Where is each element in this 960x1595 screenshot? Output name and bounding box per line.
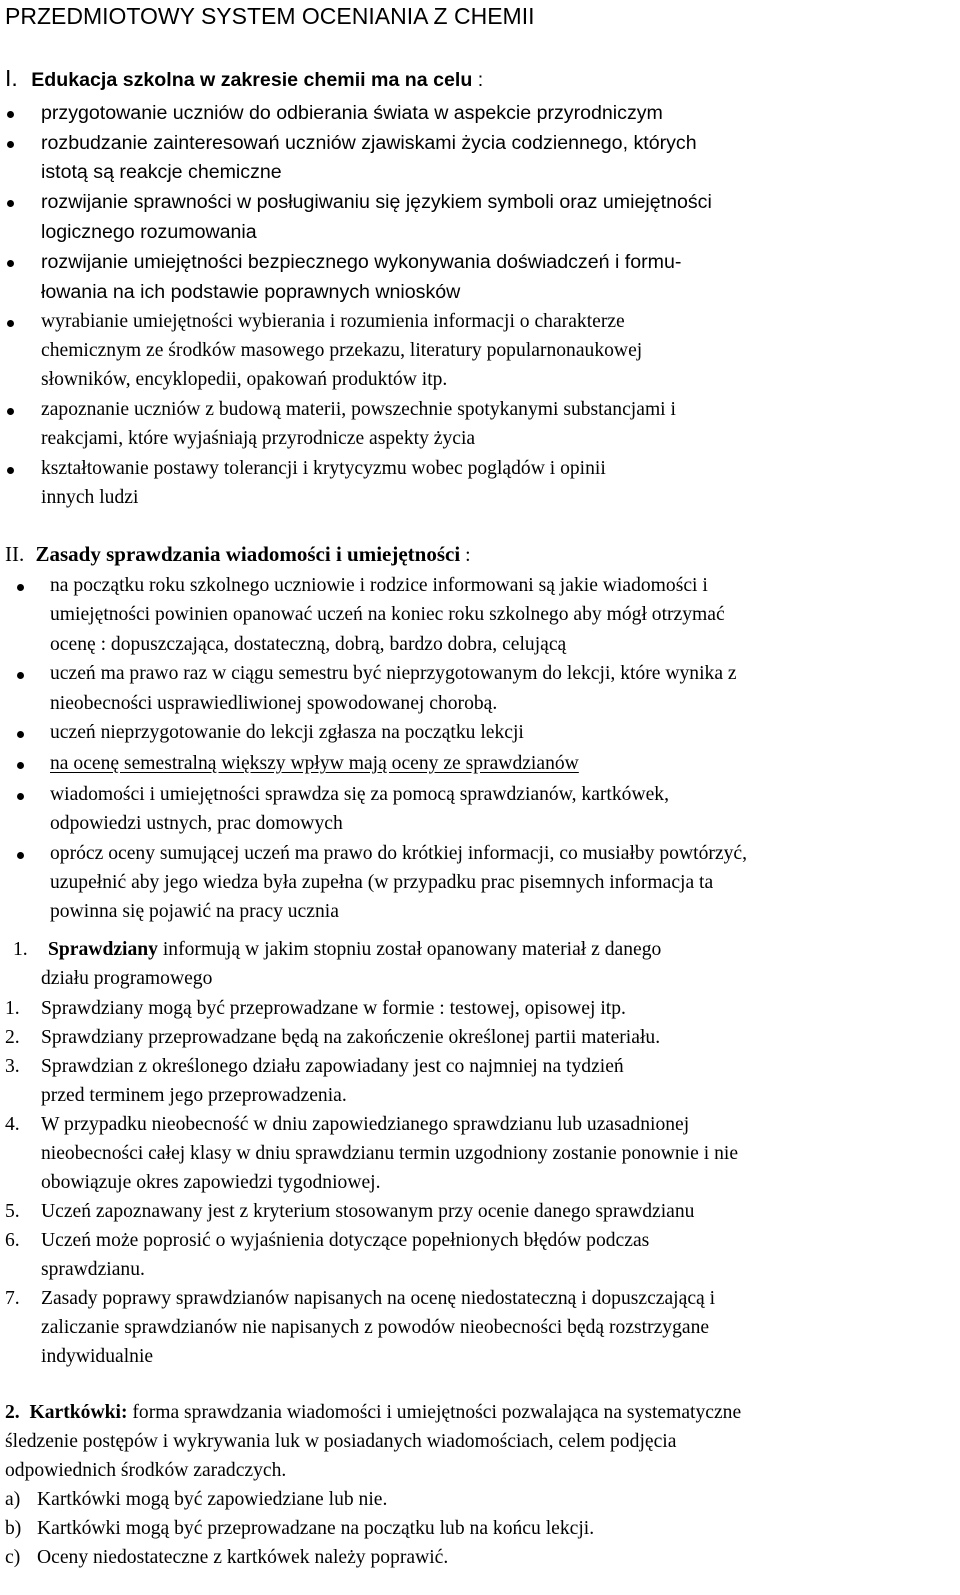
bullet-icon xyxy=(17,672,24,679)
goal-line: chemicznym ze środków masowego przekazu, literatury popularnonaukowej xyxy=(41,340,643,361)
bullet-icon xyxy=(7,320,14,327)
section-2-colon: : xyxy=(460,545,471,566)
bullet-icon xyxy=(17,762,24,769)
goal-line: istotą są reakcje chemiczne xyxy=(41,161,282,183)
sprawdziany-rule: Sprawdzian z określonego działu zapowiadany jest co najmniej na tydzień xyxy=(41,1056,624,1077)
section-1-colon: : xyxy=(472,69,484,91)
rule-line: na początku roku szkolnego uczniowie i rodzice informowani są jakie wiadomości i xyxy=(50,575,708,596)
goal-line: słowników, encyklopedii, opakowań produktów itp. xyxy=(41,369,448,390)
sprawdziany-intro-line-2: działu programowego xyxy=(41,968,213,989)
item-number: 7. xyxy=(5,1288,20,1309)
bullet-icon xyxy=(7,260,14,267)
bullet-icon xyxy=(17,584,24,591)
goal-line: przygotowanie uczniów do odbierania świata w aspekcie przyrodniczym xyxy=(41,102,663,124)
kartkowki-item-label: b) xyxy=(5,1518,22,1539)
rule-line: wiadomości i umiejętności sprawdza się za pomocą sprawdzianów, kartkówek, xyxy=(50,784,670,805)
goal-line: reakcjami, które wyjaśniają przyrodnicze aspekty życia xyxy=(41,428,476,449)
rule-line: oprócz oceny sumującej uczeń ma prawo do krótkiej informacji, co musiałby powtórzyć, xyxy=(50,843,747,864)
bullet-icon xyxy=(7,141,14,148)
rule-line: ocenę : dopuszczająca, dostateczną, dobrą, bardzo dobra, celującą xyxy=(50,634,567,655)
rule-line: odpowiedzi ustnych, prac domowych xyxy=(50,813,343,834)
sprawdziany-rule: Uczeń może poprosić o wyjaśnienia dotyczące popełnionych błędów podczas xyxy=(41,1230,650,1251)
sprawdziany-rule: obowiązuje okres zapowiedzi tygodniowej. xyxy=(41,1172,381,1193)
goal-line: kształtowanie postawy tolerancji i krytycyzmu wobec poglądów i opinii xyxy=(41,458,606,479)
item-number: 1. xyxy=(5,998,20,1019)
bullet-icon xyxy=(17,731,24,738)
sprawdziany-term: Sprawdziany xyxy=(48,939,158,960)
sprawdziany-rule: Sprawdziany przeprowadzane będą na zakończenie określonej partii materiału. xyxy=(41,1027,661,1048)
sprawdziany-intro xyxy=(48,940,661,960)
sprawdziany-rule: indywidualnie xyxy=(41,1346,154,1367)
kartkowki-term: Kartkówki: xyxy=(29,1402,128,1423)
kartkowki-intro-line-3: odpowiednich środków zaradczych. xyxy=(5,1460,287,1481)
item-number: 5. xyxy=(5,1201,20,1222)
kartkowki-intro-line-2: śledzenie postępów i wykrywania luk w posiadanych wiadomościach, celem podjęcia xyxy=(5,1431,677,1452)
kartkowki-intro xyxy=(5,1403,741,1423)
item-number: 6. xyxy=(5,1230,20,1251)
bullet-icon xyxy=(17,852,24,859)
sprawdziany-rule: przed terminem jego przeprowadzenia. xyxy=(41,1085,347,1106)
sprawdziany-rule: Sprawdziany mogą być przeprowadzane w formie : testowej, opisowej itp. xyxy=(41,998,626,1019)
goal-line: logicznego rozumowania xyxy=(41,221,257,243)
kartkowki-item-label: a) xyxy=(5,1489,21,1510)
rule-line: powinna się pojawić na pracy ucznia xyxy=(50,901,339,922)
kartkowki-item: Kartkówki mogą być przeprowadzane na początku lub na końcu lekcji. xyxy=(37,1518,595,1539)
kartkowki-item: Kartkówki mogą być zapowiedziane lub nie. xyxy=(37,1489,388,1510)
bullet-icon xyxy=(17,793,24,800)
goal-line: zapoznanie uczniów z budową materii, powszechnie spotykanymi substancjami i xyxy=(41,399,676,420)
rule-line-underlined: na ocenę semestralną większy wpływ mają oceny ze sprawdzianów xyxy=(50,753,579,774)
rule-line: nieobecności usprawiedliwionej spowodowanej chorobą. xyxy=(50,693,498,714)
goal-line: łowania na ich podstawie poprawnych wniosków xyxy=(41,281,461,303)
rule-line: uzupełnić aby jego wiedza była zupełna (w przypadku prac pisemnych informacja ta xyxy=(50,872,714,893)
bullet-icon xyxy=(7,408,14,415)
sprawdziany-rule: Uczeń zapoznawany jest z kryterium stosowanym przy ocenie danego sprawdzianu xyxy=(41,1201,695,1222)
sprawdziany-rule: sprawdzianu. xyxy=(41,1259,145,1280)
rule-line: umiejętności powinien opanować uczeń na koniec roku szkolnego aby mógł otrzymać xyxy=(50,604,725,625)
kartkowki-item: Oceny niedostateczne z kartkówek należy poprawić. xyxy=(37,1547,449,1568)
section-2-title: Zasady sprawdzania wiadomości i umiejętności xyxy=(35,542,461,566)
item-number: 4. xyxy=(5,1114,20,1135)
goal-line: innych ludzi xyxy=(41,487,139,508)
bullet-icon xyxy=(7,111,14,118)
section-1-title: Edukacja szkolna w zakresie chemii ma na celu xyxy=(31,69,473,91)
section-2-number: II. xyxy=(5,542,25,566)
page-title: PRZEDMIOTOWY SYSTEM OCENIANIA Z CHEMII xyxy=(5,3,535,29)
goal-line: rozbudzanie zainteresowań uczniów zjawiskami życia codziennego, których xyxy=(41,132,697,154)
sprawdziany-rule: zaliczanie sprawdzianów nie napisanych z powodów nieobecności będą rozstrzygane xyxy=(41,1317,710,1338)
goal-line: rozwijanie sprawności w posługiwaniu się językiem symboli oraz umiejętności xyxy=(41,191,712,213)
kartkowki-number: 2. xyxy=(5,1402,20,1423)
section-1-number: I. xyxy=(5,65,18,91)
kartkowki-definition: forma sprawdzania wiadomości i umiejętności pozwalająca na systematyczne xyxy=(127,1402,742,1423)
rule-line: uczeń ma prawo raz w ciągu semestru być nieprzygotowanym do lekcji, które wynika z xyxy=(50,663,737,684)
section-1-heading xyxy=(5,67,483,91)
item-number: 2. xyxy=(5,1027,20,1048)
goal-line: wyrabianie umiejętności wybierania i rozumienia informacji o charakterze xyxy=(41,311,625,332)
item-number: 3. xyxy=(5,1056,20,1077)
bullet-icon xyxy=(7,467,14,474)
section-2-heading xyxy=(5,544,471,566)
bullet-icon xyxy=(7,200,14,207)
kartkowki-item-label: c) xyxy=(5,1547,21,1568)
sprawdziany-definition: informują w jakim stopniu został opanowany materiał z danego xyxy=(157,939,662,960)
sprawdziany-number: 1. xyxy=(13,939,28,960)
sprawdziany-rule: W przypadku nieobecność w dniu zapowiedzianego sprawdzianu lub uzasadnionej xyxy=(41,1114,690,1135)
rule-line: uczeń nieprzygotowanie do lekcji zgłasza na początku lekcji xyxy=(50,722,524,743)
sprawdziany-rule: Zasady poprawy sprawdzianów napisanych na ocenę niedostateczną i dopuszczającą i xyxy=(41,1288,716,1309)
sprawdziany-rule: nieobecności całej klasy w dniu sprawdzianu termin uzgodniony zostanie ponownie i nie xyxy=(41,1143,739,1164)
goal-line: rozwijanie umiejętności bezpiecznego wykonywania doświadczeń i formu- xyxy=(41,251,682,273)
